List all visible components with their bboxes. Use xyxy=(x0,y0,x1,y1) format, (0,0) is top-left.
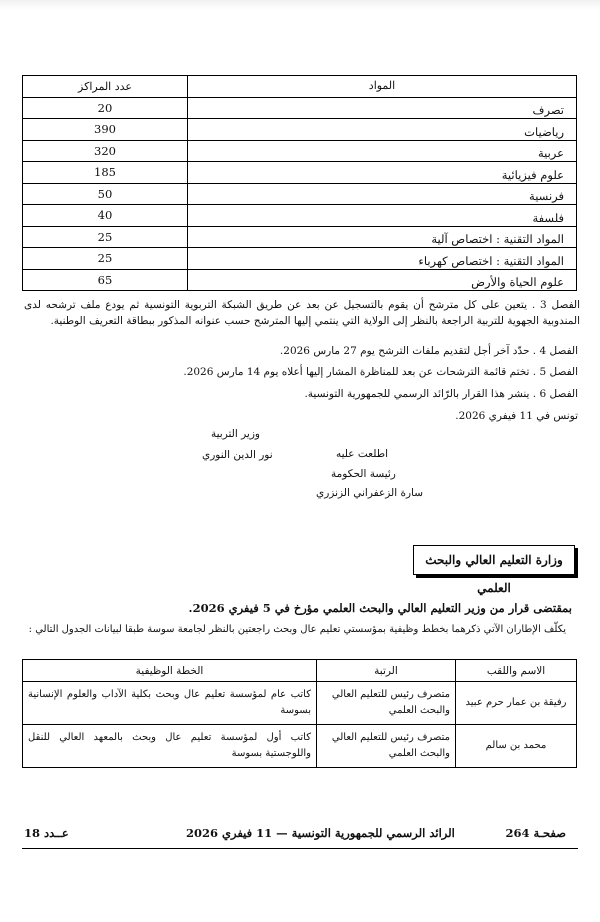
seen-note: اطلعت عليه xyxy=(336,448,389,460)
subject-cell: فرنسية xyxy=(188,183,577,205)
table-row xyxy=(23,226,577,248)
article-4: الفصل 4 . حدّد آخر أجل لتقديم ملفات الترشح يوم 27 مارس 2026. xyxy=(279,345,578,357)
pm-name: سارة الزعفراني الزنزري xyxy=(316,487,424,499)
subject-cell: المواد التقنية : اختصاص كهرباء xyxy=(188,248,577,270)
count-cell: 25 xyxy=(23,248,188,270)
minister-name: نور الدين النوري xyxy=(202,449,273,461)
decree-subtitle: يكلّف الإطاران الآتي ذكرهما بخطط وظيفية بمؤسستي تعليم عال وبحث راجعتين بالنظر لجامعة سوسة طبقا لبيانات الجدول التالي : xyxy=(28,624,566,635)
count-cell: 50 xyxy=(23,183,188,205)
count-cell: 25 xyxy=(23,226,188,248)
article-5: الفصل 5 . تختم قائمة الترشحات عن بعد للمناظرة المشار إليها أعلاه يوم 14 مارس 2026. xyxy=(183,366,578,378)
decree-title: بمقتضى قرار من وزير التعليم العالي والبحث العلمي مؤرخ في 5 فيفري 2026. xyxy=(188,601,572,615)
table-row xyxy=(23,140,577,162)
name-cell: رفيقة بن عمار حرم عبيد xyxy=(456,682,577,725)
subject-cell: تصرف xyxy=(188,97,577,119)
minister-title: وزير التربية xyxy=(211,428,260,440)
plan-header: الخطة الوظيفية xyxy=(23,660,317,682)
article-3: الفصل 3 . يتعين على كل مترشح أن يقوم بالتسجيل عن بعد عن طريق الشبكة التربوية التونسية ثم يودع ملف ترشحه لدى المندوبية الجهوية للتربية الراجعة بالنظر إلى الولاية التي ينتمي إليها المترشح حسب عنوانه المذكور ببطاقة التعريف الوطنية. xyxy=(24,299,580,327)
count-header: عدد المراكز xyxy=(23,76,188,98)
subject-cell: علوم فيزيائية xyxy=(188,162,577,184)
subject-cell: فلسفة xyxy=(188,205,577,227)
subject-cell: المواد التقنية : اختصاص آلية xyxy=(188,226,577,248)
count-cell: 65 xyxy=(23,269,188,291)
count-cell: 185 xyxy=(23,162,188,184)
rank-header: الرتبة xyxy=(317,660,456,682)
name-header: الاسم واللقب xyxy=(456,660,577,682)
subjects-header: المواد xyxy=(188,76,577,98)
table-row xyxy=(23,119,577,141)
count-cell: 40 xyxy=(23,205,188,227)
table-row xyxy=(23,183,577,205)
table-header-row xyxy=(23,76,577,98)
table-row xyxy=(23,97,577,119)
count-cell: 20 xyxy=(23,97,188,119)
page-number: صفحـة 264 xyxy=(505,826,566,840)
table-row xyxy=(23,269,577,291)
name-cell: محمد بن سالم xyxy=(456,725,577,768)
count-cell: 390 xyxy=(23,119,188,141)
gazette-date: الرائد الرسمي للجمهورية التونسية — 11 فيفري 2026 xyxy=(186,826,455,840)
subject-cell: عربية xyxy=(188,140,577,162)
plan-cell: كاتب عام لمؤسسة تعليم عال وبحث بكلية الآداب والعلوم الإنسانية بسوسة xyxy=(23,682,317,725)
table-row xyxy=(23,248,577,270)
signing-date: تونس في 11 فيفري 2026. xyxy=(455,410,578,422)
footer-rule xyxy=(22,848,578,849)
count-cell: 320 xyxy=(23,140,188,162)
subject-cell: رياضيات xyxy=(188,119,577,141)
rank-cell: متصرف رئيس للتعليم العالي والبحث العلمي xyxy=(317,725,456,768)
rank-cell: متصرف رئيس للتعليم العالي والبحث العلمي xyxy=(317,682,456,725)
table-header-row xyxy=(23,660,577,682)
subjects-table xyxy=(22,75,577,291)
article-6: الفصل 6 . ينشر هذا القرار بالرّائد الرسمي للجمهورية التونسية. xyxy=(304,388,578,400)
pm-title: رئيسة الحكومة xyxy=(331,468,396,480)
table-row xyxy=(23,205,577,227)
issue-number: عــدد 18 xyxy=(24,826,69,840)
table-row xyxy=(23,725,577,768)
appointments-table xyxy=(22,659,577,768)
ministry-header: وزارة التعليم العالي والبحث العلمي xyxy=(413,545,575,575)
subject-cell: علوم الحياة والأرض xyxy=(188,269,577,291)
page-top-edge xyxy=(0,0,600,10)
plan-cell: كاتب أول لمؤسسة تعليم عال وبحث بالمعهد العالي للنقل واللوجستية بسوسة xyxy=(23,725,317,768)
table-row xyxy=(23,682,577,725)
table-row xyxy=(23,162,577,184)
